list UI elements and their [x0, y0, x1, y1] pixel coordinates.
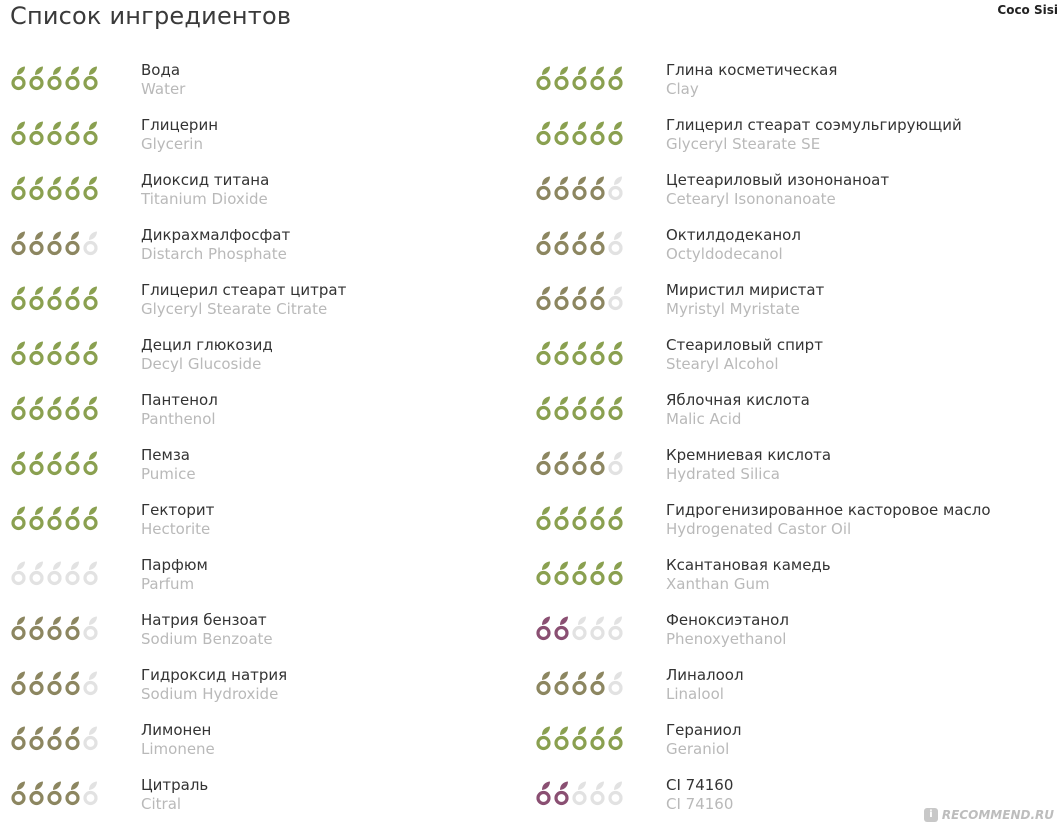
leaf-drop-icon: [607, 726, 624, 752]
ingredient-row[interactable]: [10, 115, 510, 170]
leaf-drop-icon: [553, 341, 570, 367]
ingredient-name-en: Linalool: [666, 685, 724, 703]
ingredient-names: [666, 226, 801, 264]
leaf-drop-icon: [535, 781, 552, 807]
leaf-drop-icon: [82, 561, 99, 587]
ingredient-names: [666, 556, 831, 594]
leaf-drop-icon: [82, 121, 99, 147]
leaf-drop-icon: [535, 396, 552, 422]
ingredient-name-ru[interactable]: Кремниевая кислота: [666, 446, 832, 464]
safety-rating: [10, 781, 102, 807]
ingredient-name-en: Water: [141, 80, 186, 98]
ingredient-names: [141, 171, 269, 209]
leaf-drop-icon: [571, 671, 588, 697]
leaf-drop-icon: [553, 506, 570, 532]
ingredient-names: [141, 446, 196, 484]
leaf-drop-icon: [64, 781, 81, 807]
safety-rating: [535, 231, 627, 257]
leaf-drop-icon: [28, 341, 45, 367]
leaf-drop-icon: [46, 616, 63, 642]
ingredient-row[interactable]: [10, 665, 510, 720]
ingredient-row[interactable]: [10, 500, 510, 555]
ingredient-name-en: Hydrogenated Castor Oil: [666, 520, 852, 538]
leaf-drop-icon: [571, 176, 588, 202]
leaf-drop-icon: [535, 726, 552, 752]
leaf-drop-icon: [10, 341, 27, 367]
ingredient-names: [666, 446, 831, 484]
leaf-drop-icon: [28, 231, 45, 257]
ingredient-names: [141, 776, 208, 814]
leaf-drop-icon: [589, 231, 606, 257]
ingredient-name-ru[interactable]: Глицерин: [141, 116, 218, 134]
leaf-drop-icon: [589, 616, 606, 642]
leaf-drop-icon: [589, 176, 606, 202]
leaf-drop-icon: [28, 671, 45, 697]
ingredients-right-column: [535, 60, 1035, 830]
safety-rating: [535, 671, 627, 697]
ingredient-name-en: Phenoxyethanol: [666, 630, 787, 648]
leaf-drop-icon: [535, 616, 552, 642]
ingredient-row[interactable]: [10, 170, 510, 225]
user-name[interactable]: Coco Sisi: [997, 3, 1058, 17]
leaf-drop-icon: [46, 341, 63, 367]
leaf-drop-icon: [10, 176, 27, 202]
ingredient-names: [141, 226, 290, 264]
safety-rating: [535, 286, 627, 312]
leaf-drop-icon: [64, 396, 81, 422]
leaf-drop-icon: [10, 726, 27, 752]
safety-rating: [10, 121, 102, 147]
leaf-drop-icon: [535, 561, 552, 587]
leaf-drop-icon: [589, 121, 606, 147]
leaf-drop-icon: [82, 286, 99, 312]
ingredient-names: [666, 336, 823, 374]
ingredient-name-ru[interactable]: Диоксид титана: [141, 171, 270, 189]
ingredient-name-en: Parfum: [141, 575, 195, 593]
leaf-drop-icon: [571, 231, 588, 257]
ingredient-name-ru[interactable]: CI 74160: [666, 776, 734, 794]
leaf-drop-icon: [28, 506, 45, 532]
leaf-drop-icon: [28, 781, 45, 807]
leaf-drop-icon: [589, 671, 606, 697]
ingredient-name-ru[interactable]: Стеариловый спирт: [666, 336, 823, 354]
leaf-drop-icon: [589, 506, 606, 532]
safety-rating: [535, 396, 627, 422]
ingredient-names: [141, 666, 287, 704]
leaf-drop-icon: [535, 671, 552, 697]
ingredient-name-ru[interactable]: Гидроксид натрия: [141, 666, 288, 684]
ingredient-name-en: Sodium Benzoate: [141, 630, 273, 648]
leaf-drop-icon: [64, 561, 81, 587]
leaf-drop-icon: [10, 561, 27, 587]
ingredient-name-en: Myristyl Myristate: [666, 300, 800, 318]
ingredient-name-ru[interactable]: Гекторит: [141, 501, 215, 519]
leaf-drop-icon: [82, 726, 99, 752]
ingredient-name-ru[interactable]: Гидрогенизированное касторовое масло: [666, 501, 991, 519]
ingredient-name-en: CI 74160: [666, 795, 734, 813]
leaf-drop-icon: [64, 286, 81, 312]
ingredient-row[interactable]: [10, 610, 510, 665]
ingredient-name-ru[interactable]: Гераниол: [666, 721, 742, 739]
safety-rating: [535, 506, 627, 532]
leaf-drop-icon: [28, 396, 45, 422]
leaf-drop-icon: [28, 176, 45, 202]
leaf-drop-icon: [571, 781, 588, 807]
safety-rating: [535, 176, 627, 202]
leaf-drop-icon: [571, 341, 588, 367]
leaf-drop-icon: [82, 341, 99, 367]
leaf-drop-icon: [10, 506, 27, 532]
leaf-drop-icon: [82, 396, 99, 422]
ingredient-row[interactable]: [535, 555, 1035, 610]
safety-rating: [10, 616, 102, 642]
leaf-drop-icon: [82, 671, 99, 697]
leaf-drop-icon: [64, 231, 81, 257]
ingredient-row[interactable]: [10, 720, 510, 775]
watermark: [924, 808, 1054, 822]
ingredient-name-ru[interactable]: Пантенол: [141, 391, 218, 409]
ingredient-name-ru[interactable]: Дикрахмалфосфат: [141, 226, 291, 244]
ingredient-names: [141, 116, 218, 154]
leaf-drop-icon: [607, 781, 624, 807]
ingredient-name-ru[interactable]: Октилдодеканол: [666, 226, 801, 244]
leaf-drop-icon: [64, 506, 81, 532]
ingredient-row[interactable]: [10, 335, 510, 390]
leaf-drop-icon: [607, 506, 624, 532]
leaf-drop-icon: [82, 781, 99, 807]
ingredient-name-en: Glyceryl Stearate SE: [666, 135, 821, 153]
ingredient-names: [141, 336, 273, 374]
leaf-drop-icon: [64, 66, 81, 92]
ingredient-name-en: Stearyl Alcohol: [666, 355, 779, 373]
leaf-drop-icon: [10, 451, 27, 477]
leaf-drop-icon: [553, 286, 570, 312]
ingredient-names: [141, 391, 218, 429]
safety-rating: [535, 66, 627, 92]
leaf-drop-icon: [28, 286, 45, 312]
leaf-drop-icon: [82, 616, 99, 642]
safety-rating: [535, 561, 627, 587]
safety-rating: [10, 451, 102, 477]
ingredient-row[interactable]: [535, 720, 1035, 775]
ingredient-name-ru[interactable]: Глицерил стеарат соэмульгирующий: [666, 116, 962, 134]
leaf-drop-icon: [607, 451, 624, 477]
leaf-drop-icon: [571, 451, 588, 477]
leaf-drop-icon: [589, 451, 606, 477]
leaf-drop-icon: [553, 726, 570, 752]
ingredient-name-ru[interactable]: Цитраль: [141, 776, 209, 794]
leaf-drop-icon: [64, 671, 81, 697]
leaf-drop-icon: [571, 396, 588, 422]
ingredient-row[interactable]: [535, 60, 1035, 115]
leaf-drop-icon: [535, 121, 552, 147]
ingredient-row[interactable]: [535, 500, 1035, 555]
leaf-drop-icon: [535, 231, 552, 257]
ingredient-row[interactable]: [535, 445, 1035, 500]
safety-rating: [535, 341, 627, 367]
leaf-drop-icon: [571, 121, 588, 147]
leaf-drop-icon: [46, 121, 63, 147]
leaf-drop-icon: [46, 451, 63, 477]
ingredient-row[interactable]: [535, 170, 1035, 225]
ingredient-row[interactable]: [10, 280, 510, 335]
leaf-drop-icon: [535, 451, 552, 477]
ingredient-row[interactable]: [10, 555, 510, 610]
leaf-drop-icon: [571, 616, 588, 642]
leaf-drop-icon: [607, 561, 624, 587]
leaf-drop-icon: [28, 616, 45, 642]
leaf-drop-icon: [553, 616, 570, 642]
leaf-drop-icon: [46, 231, 63, 257]
ingredient-names: [666, 666, 744, 704]
ingredient-name-ru[interactable]: Миристил миристат: [666, 281, 825, 299]
leaf-drop-icon: [535, 66, 552, 92]
leaf-drop-icon: [64, 341, 81, 367]
ingredient-row[interactable]: [535, 115, 1035, 170]
safety-rating: [10, 231, 102, 257]
leaf-drop-icon: [589, 781, 606, 807]
leaf-drop-icon: [10, 231, 27, 257]
safety-rating: [535, 726, 627, 752]
ingredient-name-ru[interactable]: Глина косметическая: [666, 61, 838, 79]
ingredient-name-ru[interactable]: Пемза: [141, 446, 190, 464]
leaf-drop-icon: [82, 176, 99, 202]
leaf-drop-icon: [607, 616, 624, 642]
ingredient-row[interactable]: [10, 60, 510, 115]
ingredient-name-ru[interactable]: Яблочная кислота: [666, 391, 810, 409]
leaf-drop-icon: [82, 451, 99, 477]
ingredient-names: [666, 281, 824, 319]
ingredient-name-en: Titanium Dioxide: [141, 190, 268, 208]
ingredient-name-en: Clay: [666, 80, 699, 98]
leaf-drop-icon: [571, 286, 588, 312]
leaf-drop-icon: [10, 286, 27, 312]
leaf-drop-icon: [64, 726, 81, 752]
ingredient-names: [141, 721, 215, 759]
ingredient-name-en: Panthenol: [141, 410, 216, 428]
leaf-drop-icon: [571, 506, 588, 532]
leaf-drop-icon: [589, 341, 606, 367]
ingredient-names: [141, 61, 185, 99]
leaf-drop-icon: [28, 451, 45, 477]
leaf-drop-icon: [46, 781, 63, 807]
ingredient-row[interactable]: [10, 390, 510, 445]
leaf-drop-icon: [553, 121, 570, 147]
leaf-drop-icon: [46, 506, 63, 532]
ingredient-names: [141, 611, 273, 649]
ingredient-name-en: Citral: [141, 795, 182, 813]
leaf-drop-icon: [64, 121, 81, 147]
leaf-drop-icon: [589, 66, 606, 92]
leaf-drop-icon: [10, 66, 27, 92]
ingredient-row[interactable]: [535, 390, 1035, 445]
leaf-drop-icon: [607, 671, 624, 697]
leaf-drop-icon: [553, 671, 570, 697]
ingredient-name-ru[interactable]: Феноксиэтанол: [666, 611, 789, 629]
ingredient-names: [666, 171, 889, 209]
leaf-drop-icon: [571, 66, 588, 92]
leaf-drop-icon: [535, 176, 552, 202]
safety-rating: [10, 66, 102, 92]
ingredient-names: [141, 556, 208, 594]
ingredient-row[interactable]: [535, 335, 1035, 390]
leaf-drop-icon: [589, 286, 606, 312]
leaf-drop-icon: [553, 231, 570, 257]
safety-rating: [10, 286, 102, 312]
leaf-drop-icon: [46, 176, 63, 202]
ingredient-name-en: Geraniol: [666, 740, 730, 758]
ingredient-name-ru[interactable]: Вода: [141, 61, 181, 79]
ingredient-name-ru[interactable]: Линалоол: [666, 666, 744, 684]
leaf-drop-icon: [571, 726, 588, 752]
leaf-drop-icon: [82, 66, 99, 92]
leaf-drop-icon: [64, 451, 81, 477]
safety-rating: [535, 781, 627, 807]
ingredient-names: [141, 501, 214, 539]
watermark-logo-icon: i: [924, 808, 938, 822]
ingredient-name-en: Sodium Hydroxide: [141, 685, 279, 703]
leaf-drop-icon: [28, 121, 45, 147]
ingredient-names: [666, 501, 991, 539]
leaf-drop-icon: [28, 726, 45, 752]
safety-rating: [535, 121, 627, 147]
ingredient-names: [666, 611, 789, 649]
leaf-drop-icon: [589, 726, 606, 752]
ingredient-name-ru[interactable]: Парфюм: [141, 556, 208, 574]
ingredient-name-ru[interactable]: Лимонен: [141, 721, 212, 739]
ingredient-name-ru[interactable]: Глицерил стеарат цитрат: [141, 281, 347, 299]
ingredient-name-en: Glycerin: [141, 135, 203, 153]
ingredient-names: [141, 281, 346, 319]
leaf-drop-icon: [589, 561, 606, 587]
leaf-drop-icon: [571, 561, 588, 587]
leaf-drop-icon: [607, 176, 624, 202]
safety-rating: [10, 176, 102, 202]
ingredient-name-en: Cetearyl Isononanoate: [666, 190, 836, 208]
ingredient-name-en: Limonene: [141, 740, 215, 758]
leaf-drop-icon: [607, 396, 624, 422]
ingredient-name-ru[interactable]: Ксантановая камедь: [666, 556, 831, 574]
ingredient-name-en: Distarch Phosphate: [141, 245, 287, 263]
leaf-drop-icon: [46, 561, 63, 587]
ingredient-name-en: Octyldodecanol: [666, 245, 783, 263]
leaf-drop-icon: [28, 66, 45, 92]
leaf-drop-icon: [28, 561, 45, 587]
leaf-drop-icon: [46, 726, 63, 752]
leaf-drop-icon: [607, 121, 624, 147]
leaf-drop-icon: [64, 616, 81, 642]
ingredient-row[interactable]: [535, 280, 1035, 335]
ingredient-name-ru[interactable]: Натрия бензоат: [141, 611, 267, 629]
leaf-drop-icon: [10, 781, 27, 807]
leaf-drop-icon: [553, 561, 570, 587]
safety-rating: [10, 726, 102, 752]
ingredient-row[interactable]: [535, 665, 1035, 720]
leaf-drop-icon: [535, 341, 552, 367]
ingredient-names: [666, 116, 962, 154]
ingredient-name-en: Hydrated Silica: [666, 465, 780, 483]
leaf-drop-icon: [46, 396, 63, 422]
leaf-drop-icon: [607, 231, 624, 257]
ingredient-row[interactable]: [535, 225, 1035, 280]
safety-rating: [10, 506, 102, 532]
ingredient-row[interactable]: [535, 610, 1035, 665]
safety-rating: [10, 561, 102, 587]
safety-rating: [10, 396, 102, 422]
leaf-drop-icon: [535, 506, 552, 532]
leaf-drop-icon: [589, 396, 606, 422]
leaf-drop-icon: [10, 616, 27, 642]
safety-rating: [535, 451, 627, 477]
ingredient-names: [666, 776, 733, 814]
ingredient-name-en: Malic Acid: [666, 410, 742, 428]
leaf-drop-icon: [553, 396, 570, 422]
safety-rating: [10, 341, 102, 367]
leaf-drop-icon: [553, 781, 570, 807]
ingredient-name-en: Decyl Glucoside: [141, 355, 262, 373]
leaf-drop-icon: [607, 66, 624, 92]
ingredient-row[interactable]: [10, 225, 510, 280]
leaf-drop-icon: [82, 506, 99, 532]
ingredient-name-ru[interactable]: Цетеариловый изононаноат: [666, 171, 890, 189]
leaf-drop-icon: [46, 671, 63, 697]
watermark-text: RECOMMEND.RU: [941, 808, 1054, 822]
ingredient-names: [666, 721, 741, 759]
ingredient-name-en: Glyceryl Stearate Citrate: [141, 300, 328, 318]
ingredient-row[interactable]: [10, 775, 510, 830]
leaf-drop-icon: [553, 176, 570, 202]
ingredients-left-column: [10, 60, 510, 830]
leaf-drop-icon: [10, 121, 27, 147]
leaf-drop-icon: [46, 286, 63, 312]
ingredient-name-en: Hectorite: [141, 520, 211, 538]
leaf-drop-icon: [10, 671, 27, 697]
leaf-drop-icon: [46, 66, 63, 92]
ingredient-name-en: Pumice: [141, 465, 196, 483]
leaf-drop-icon: [553, 66, 570, 92]
leaf-drop-icon: [535, 286, 552, 312]
ingredient-row[interactable]: [10, 445, 510, 500]
safety-rating: [10, 671, 102, 697]
leaf-drop-icon: [607, 286, 624, 312]
ingredient-name-ru[interactable]: Децил глюкозид: [141, 336, 273, 354]
page-title: Список ингредиентов: [10, 2, 292, 30]
leaf-drop-icon: [64, 176, 81, 202]
ingredient-names: [666, 61, 837, 99]
ingredient-names: [666, 391, 810, 429]
leaf-drop-icon: [10, 396, 27, 422]
safety-rating: [535, 616, 627, 642]
leaf-drop-icon: [553, 451, 570, 477]
ingredient-name-en: Xanthan Gum: [666, 575, 770, 593]
leaf-drop-icon: [82, 231, 99, 257]
leaf-drop-icon: [607, 341, 624, 367]
